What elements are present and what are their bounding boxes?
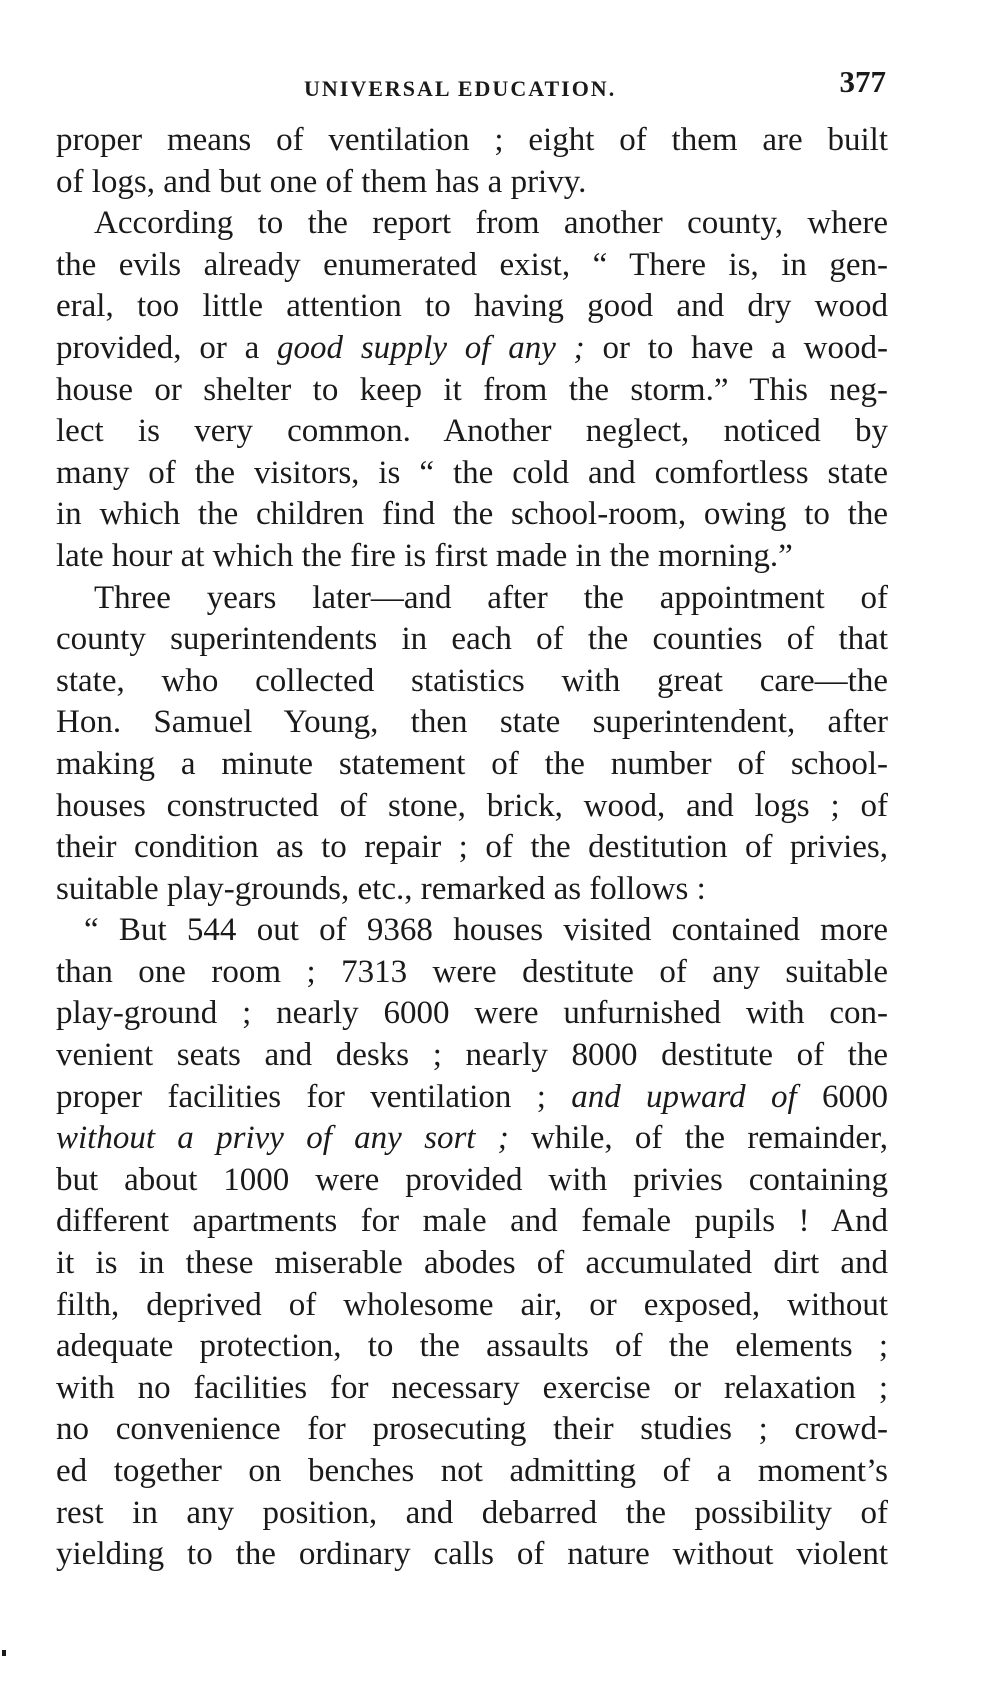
quotation-first-line: “ But 544 out of 9368 houses visited contained more: [84, 912, 888, 949]
text-line: yielding to the ordinary calls of nature without violent: [56, 1536, 888, 1573]
text-line: eral, too little attention to having good and dry wood: [56, 288, 888, 325]
text-line: making a minute statement of the number of school-: [56, 745, 888, 782]
text-line: state, who collected statistics with great care—the: [56, 662, 888, 699]
text-line: the evils already enumerated exist, “ There is, in gen-: [56, 246, 888, 283]
text-line: house or shelter to keep it from the storm.” This neg-: [56, 371, 888, 408]
paragraph-first-line: According to the report from another county, where: [94, 205, 888, 242]
text-line: it is in these miserable abodes of accumulated dirt and: [56, 1245, 888, 1282]
text-line: no convenience for prosecuting their studies ; crowd-: [56, 1411, 888, 1448]
text-line: but about 1000 were provided with privies containing: [56, 1161, 888, 1198]
text-line-with-emphasis: [56, 1118, 888, 1160]
text-line: Hon. Samuel Young, then state superintendent, after: [56, 704, 888, 741]
text-line: play-ground ; nearly 6000 were unfurnished with con-: [56, 995, 888, 1032]
text-segment: while, of the remainder,: [508, 1120, 889, 1157]
text-line-with-emphasis: [56, 1077, 888, 1119]
text-line: venient seats and desks ; nearly 8000 destitute of the: [56, 1037, 888, 1074]
text-line: late hour at which the fire is first made in the morning.”: [56, 537, 793, 574]
running-head-title: UNIVERSAL EDUCATION.: [304, 76, 617, 101]
text-line: county superintendents in each of the counties of that: [56, 621, 888, 658]
text-segment: provided, or a: [56, 329, 278, 366]
emphasis-text: without a privy of any sort ;: [56, 1120, 509, 1157]
text-line: their condition as to repair ; of the destitution of privies,: [56, 829, 888, 866]
text-line: than one room ; 7313 were destitute of any suitable: [56, 953, 888, 990]
text-line: lect is very common. Another neglect, noticed by: [56, 413, 888, 450]
body-text: [56, 120, 888, 1576]
text-line: adequate protection, to the assaults of the elements ;: [56, 1328, 888, 1365]
running-head: [56, 62, 888, 120]
text-segment: 6000: [796, 1078, 889, 1115]
text-line-with-emphasis: [56, 328, 888, 370]
page-number: 377: [839, 64, 886, 99]
text-line: different apartments for male and female pupils ! And: [56, 1203, 888, 1240]
text-line: proper means of ventilation ; eight of them are built: [56, 122, 888, 158]
text-line: in which the children find the school-room, owing to the: [56, 496, 888, 533]
text-line: many of the visitors, is “ the cold and comfortless state: [56, 454, 888, 491]
scan-edge-mark: [2, 1650, 6, 1656]
text-line: rest in any position, and debarred the possibility of: [56, 1494, 888, 1531]
text-line: filth, deprived of wholesome air, or exposed, without: [56, 1286, 888, 1323]
text-segment: or to have a wood-: [584, 329, 888, 366]
text-line: houses constructed of stone, brick, wood, and logs ; of: [56, 787, 888, 824]
text-line: of logs, and but one of them has a privy.: [56, 163, 587, 200]
emphasis-text: good supply of any ;: [277, 329, 585, 366]
book-page: [56, 62, 888, 1576]
text-line: ed together on benches not admitting of a moment’s: [56, 1453, 888, 1489]
emphasis-text: and upward of: [571, 1078, 797, 1115]
text-line: suitable play-grounds, etc., remarked as follows :: [56, 870, 706, 907]
text-line: with no facilities for necessary exercise or relaxation ;: [56, 1369, 888, 1406]
paragraph-first-line: Three years later—and after the appointment of: [94, 579, 888, 616]
text-segment: proper facilities for ventilation ;: [56, 1078, 572, 1115]
